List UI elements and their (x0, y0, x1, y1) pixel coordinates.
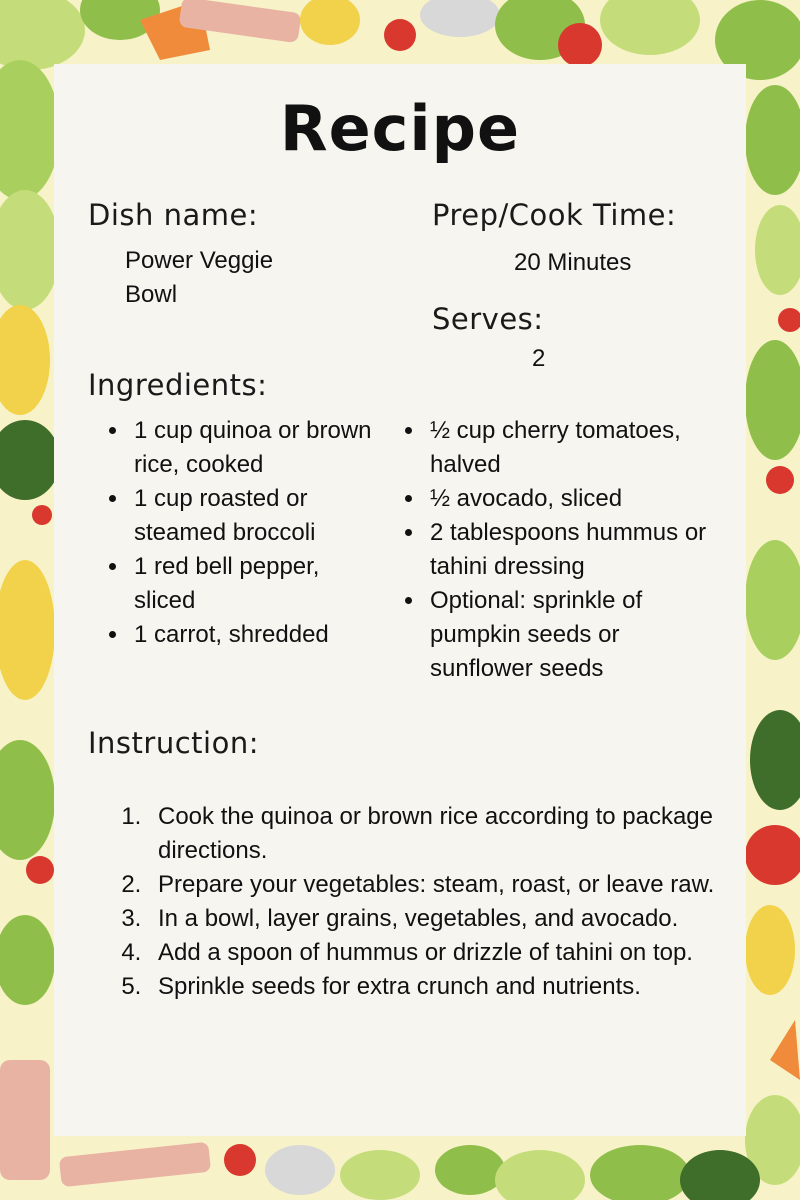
serves-label: Serves: (432, 302, 544, 336)
instruction-steps (112, 800, 748, 1004)
serves-value: 2 (532, 345, 546, 372)
ingredient-item: • 1 cup quinoa or brown rice, cooked (130, 414, 380, 482)
dish-name-value: Power Veggie Bowl (125, 247, 274, 308)
ingredient-item: • Optional: sprinkle of pumpkin seeds or sunflower seeds (426, 584, 726, 686)
instruction-step: 3. In a bowl, layer grains, vegetables, and avocado. (148, 902, 748, 936)
instruction-step: 2. Prepare your vegetables: steam, roast, or leave raw. (148, 868, 748, 902)
ingredients-list-right (402, 414, 726, 686)
ingredient-item: • ½ cup cherry tomatoes, halved (426, 414, 726, 482)
prep-time-label: Prep/Cook Time: (432, 198, 677, 232)
ingredients-label: Ingredients: (88, 368, 268, 402)
instruction-step: 1. Cook the quinoa or brown rice according to package directions. (148, 800, 748, 868)
ingredient-item: • 1 carrot, shredded (130, 618, 380, 652)
instruction-step: 5. Sprinkle seeds for extra crunch and nutrients. (148, 970, 748, 1004)
prep-time-value: 20 Minutes (514, 249, 632, 276)
ingredient-item: • 1 cup roasted or steamed broccoli (130, 482, 380, 550)
ingredient-item: • 2 tablespoons hummus or tahini dressing (426, 516, 726, 584)
recipe-title: Recipe (279, 92, 521, 165)
dish-name-label: Dish name: (88, 198, 259, 232)
instruction-label: Instruction: (88, 726, 259, 760)
ingredient-item: • 1 red bell pepper, sliced (130, 550, 380, 618)
instruction-step: 4. Add a spoon of hummus or drizzle of tahini on top. (148, 936, 748, 970)
ingredient-item: • ½ avocado, sliced (426, 482, 726, 516)
recipe-card (54, 64, 746, 1136)
ingredients-list-left (106, 414, 380, 652)
